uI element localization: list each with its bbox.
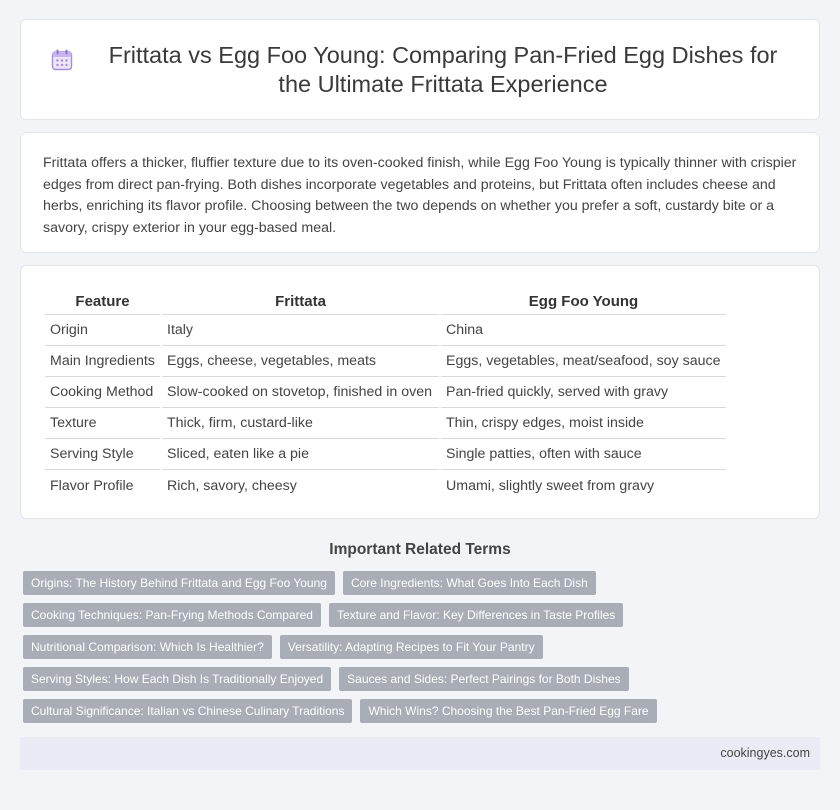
footer [20,737,820,770]
table-row [45,408,726,439]
related-tag[interactable]: Texture and Flavor: Key Differences in Taste Profiles [329,603,623,627]
table-row [45,439,726,470]
related-tag[interactable]: Which Wins? Choosing the Best Pan-Fried Egg Fare [360,699,656,723]
table-header-row [45,289,726,315]
footer-site-link[interactable]: cookingyes.com [720,746,810,760]
cell-frittata: Thick, firm, custard-like [162,408,439,439]
intro-paragraph: Frittata offers a thicker, fluffier texture due to its oven-cooked finish, while Egg Foo Young is typically thinner with crispier edges from direct pan-frying. Both dishes incorporate vegetables and proteins, but Frittata often includes cheese and herbs, enriching its flavor profile. Choosing between the two depends on whether you prefer a soft, custardy bite or a savory, crispy exterior in your egg-based meal. [43,155,797,236]
cell-egg-foo-young: Single patties, often with sauce [441,439,726,470]
cell-egg-foo-young: Pan-fried quickly, served with gravy [441,377,726,408]
header-feature: Feature [45,289,160,315]
related-tag[interactable]: Versatility: Adapting Recipes to Fit Your Pantry [280,635,543,659]
related-tag[interactable]: Sauces and Sides: Perfect Pairings for Both Dishes [339,667,628,691]
table-row [45,315,726,346]
related-tag[interactable]: Cooking Techniques: Pan-Frying Methods Compared [23,603,321,627]
cell-egg-foo-young: Umami, slightly sweet from gravy [446,477,655,494]
table-row [45,346,726,377]
cell-feature: Origin [45,315,160,346]
cell-frittata: Rich, savory, cheesy [167,477,297,494]
page-title: Frittata vs Egg Foo Young: Comparing Pan-Fried Egg Dishes for the Ultimate Frittata Experience [108,41,778,97]
cell-feature: Cooking Method [45,377,160,408]
comparison-table [43,289,728,501]
cell-feature: Flavor Profile [50,477,134,494]
related-tag[interactable]: Serving Styles: How Each Dish Is Traditionally Enjoyed [23,667,331,691]
cell-feature: Texture [45,408,160,439]
table-row [45,470,726,501]
calendar-icon [51,49,73,71]
cell-feature: Serving Style [45,439,160,470]
cell-egg-foo-young: China [441,315,726,346]
cell-feature: Main Ingredients [45,346,160,377]
cell-egg-foo-young: Eggs, vegetables, meat/seafood, soy sauce [441,346,726,377]
related-tag[interactable]: Cultural Significance: Italian vs Chinese Culinary Traditions [23,699,352,723]
cell-frittata: Eggs, cheese, vegetables, meats [162,346,439,377]
title-wrap [51,41,789,99]
intro-card [20,132,820,253]
table-row [45,377,726,408]
cell-frittata: Slow-cooked on stovetop, finished in oven [162,377,439,408]
header-card [20,19,820,120]
header-frittata: Frittata [162,289,439,315]
related-terms-title: Important Related Terms [329,541,511,558]
related-tag[interactable]: Core Ingredients: What Goes Into Each Dish [343,571,596,595]
related-tags [0,571,840,731]
cell-egg-foo-young: Thin, crispy edges, moist inside [441,408,726,439]
related-tag[interactable]: Nutritional Comparison: Which Is Healthier? [23,635,272,659]
cell-frittata: Sliced, eaten like a pie [162,439,439,470]
cell-frittata: Italy [162,315,439,346]
related-tag[interactable]: Origins: The History Behind Frittata and Egg Foo Young [23,571,335,595]
header-egg-foo-young: Egg Foo Young [441,289,726,315]
comparison-card [20,265,820,519]
